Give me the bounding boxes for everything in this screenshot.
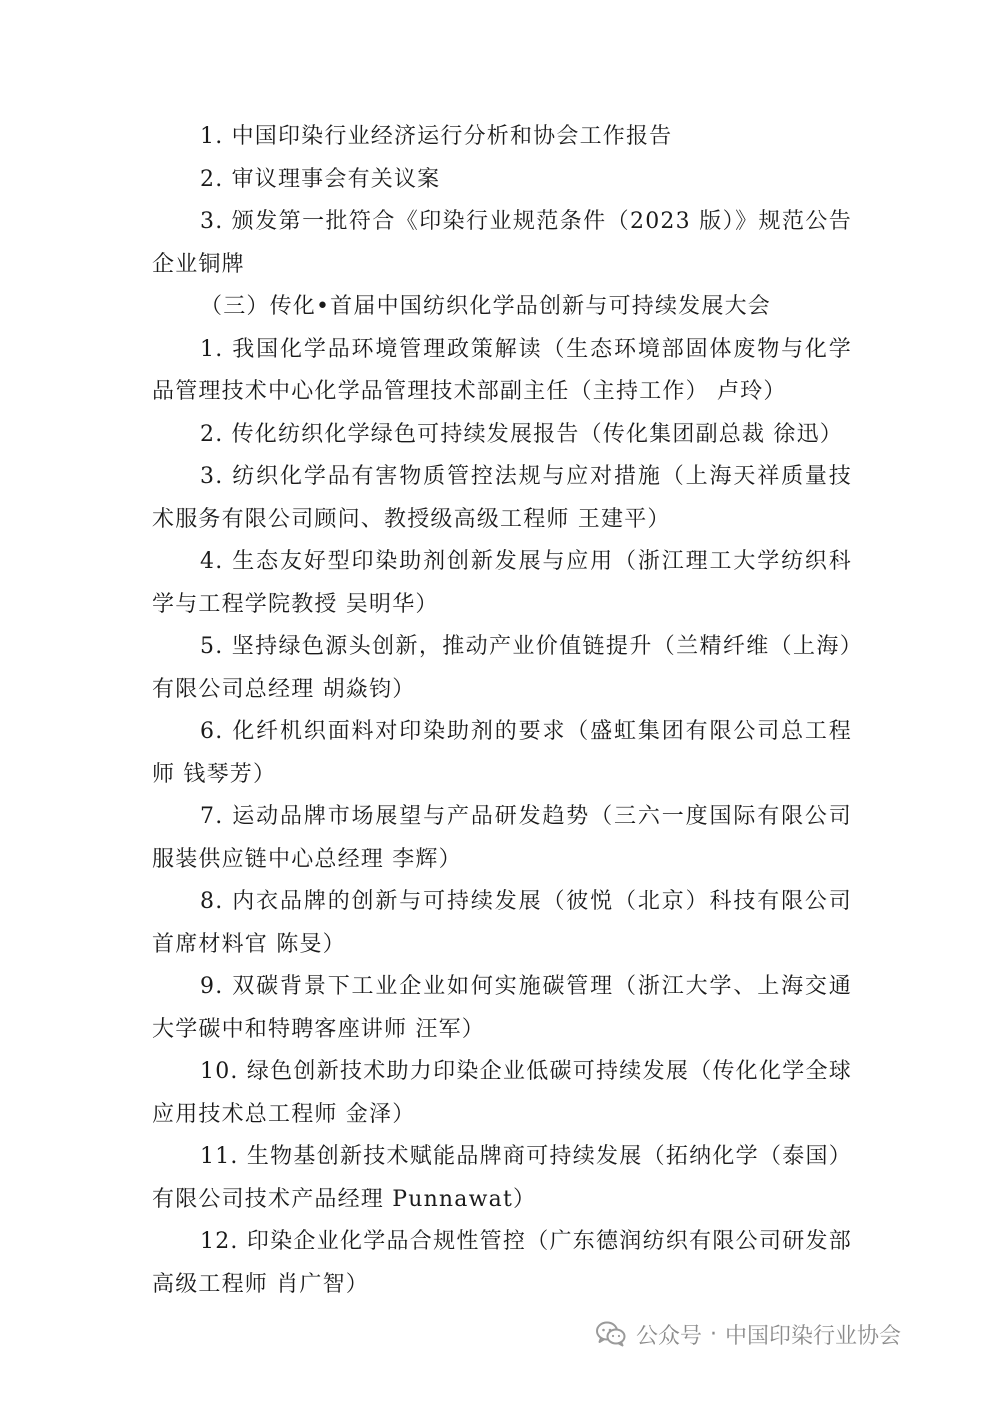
agenda-item: 5. 坚持绿色源头创新，推动产业价值链提升（兰精纤维（上海）有限公司总经理 胡焱钧） [152, 634, 852, 702]
agenda-item: 8. 内衣品牌的创新与可持续发展（彼悦（北京）科技有限公司首席材料官 陈旻） [152, 889, 852, 957]
document-body [152, 116, 852, 1306]
agenda-item: 3. 纺织化学品有害物质管控法规与应对措施（上海天祥质量技术服务有限公司顾问、教授级高级工程师 王建平） [152, 464, 852, 532]
agenda-item: 3. 颁发第一批符合《印染行业规范条件（2023 版）》规范公告企业铜牌 [152, 209, 852, 277]
agenda-item: 2. 传化纺织化学绿色可持续发展报告（传化集团副总裁 徐迅） [200, 421, 843, 447]
agenda-item: 2. 审议理事会有关议案 [200, 166, 441, 192]
watermark-separator: · [710, 1321, 718, 1347]
agenda-item: 9. 双碳背景下工业企业如何实施碳管理（浙江大学、上海交通大学碳中和特聘客座讲师 汪军） [152, 974, 852, 1042]
agenda-item: 7. 运动品牌市场展望与产品研发趋势（三六一度国际有限公司服装供应链中心总经理 李辉） [152, 804, 852, 872]
watermark-prefix: 公众号 [636, 1323, 703, 1349]
agenda-item: 1. 我国化学品环境管理政策解读（生态环境部固体废物与化学品管理技术中心化学品管理技术部副主任（主持工作） 卢玲） [152, 336, 852, 404]
watermark-account: 中国印染行业协会 [725, 1323, 902, 1349]
section-heading: （三）传化•首届中国纺织化学品创新与可持续发展大会 [200, 294, 771, 319]
agenda-item: 1. 中国印染行业经济运行分析和协会工作报告 [200, 124, 673, 149]
agenda-item: 6. 化纤机织面料对印染助剂的要求（盛虹集团有限公司总工程师 钱琴芳） [152, 719, 852, 787]
agenda-item: 10. 绿色创新技术助力印染企业低碳可持续发展（传化化学全球应用技术总工程师 金泽） [152, 1059, 852, 1127]
agenda-item: 11. 生物基创新技术赋能品牌商可持续发展（拓纳化学（泰国）有限公司技术产品经理 Punnawat） [152, 1144, 852, 1212]
wechat-watermark [596, 1314, 901, 1354]
agenda-item: 12. 印染企业化学品合规性管控（广东德润纺织有限公司研发部高级工程师 肖广智） [152, 1229, 852, 1297]
wechat-icon [596, 1321, 626, 1347]
agenda-item: 4. 生态友好型印染助剂创新发展与应用（浙江理工大学纺织科学与工程学院教授 吴明华） [152, 549, 852, 617]
